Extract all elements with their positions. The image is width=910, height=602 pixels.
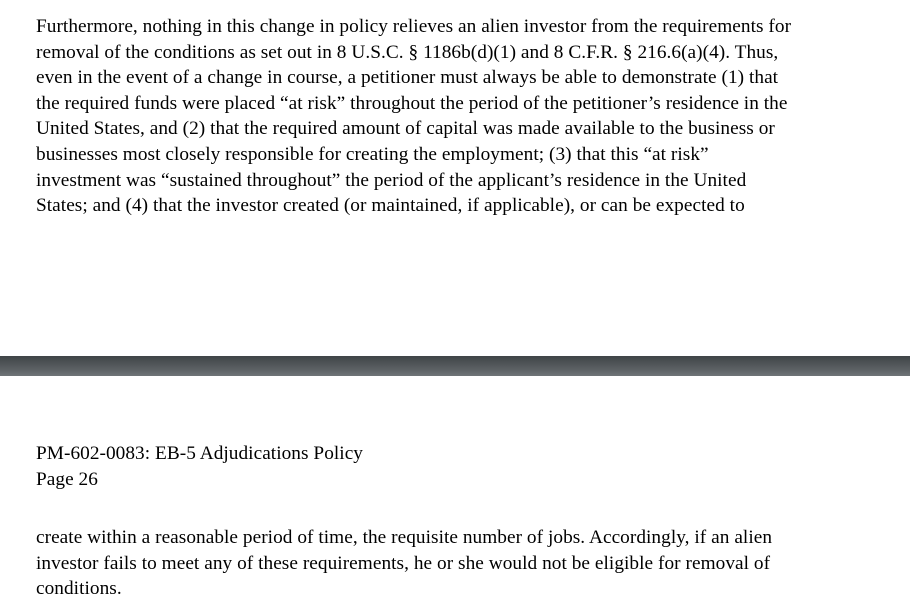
policy-paragraph — [36, 14, 906, 219]
paragraph-line: investment was “sustained throughout” the period of the applicant’s residence in the United — [36, 169, 747, 191]
paragraph-line: Furthermore, nothing in this change in policy relieves an alien investor from the requirements for — [36, 16, 792, 37]
paragraph-line: United States, and (2) that the required amount of capital was made available to the business or — [36, 118, 775, 140]
paragraph-line: businesses most closely responsible for creating the employment; (3) that this “at risk” — [36, 143, 709, 165]
paragraph-line: conditions. — [36, 578, 122, 600]
page-separator — [0, 356, 910, 376]
paragraph-line: the required funds were placed “at risk” throughout the period of the petitioner’s residence in the — [36, 92, 788, 114]
paragraph-line: removal of the conditions as set out in 8 U.S.C. § 1186b(d)(1) and 8 C.F.R. § 216.6(a)(4). Thus, — [36, 41, 779, 63]
paragraph-line: even in the event of a change in course, a petitioner must always be able to demonstrate (1) that — [36, 67, 779, 89]
running-header — [36, 441, 363, 492]
memo-title: PM-602-0083: EB-5 Adjudications Policy — [36, 443, 363, 464]
continued-paragraph — [36, 525, 906, 602]
page-number: Page 26 — [36, 468, 98, 490]
paragraph-line: investor fails to meet any of these requirements, he or she would not be eligible for removal of — [36, 552, 771, 574]
paragraph-line: States; and (4) that the investor created (or maintained, if applicable), or can be expected to — [36, 195, 745, 217]
paragraph-line: create within a reasonable period of time, the requisite number of jobs. Accordingly, if an alien — [36, 527, 773, 548]
